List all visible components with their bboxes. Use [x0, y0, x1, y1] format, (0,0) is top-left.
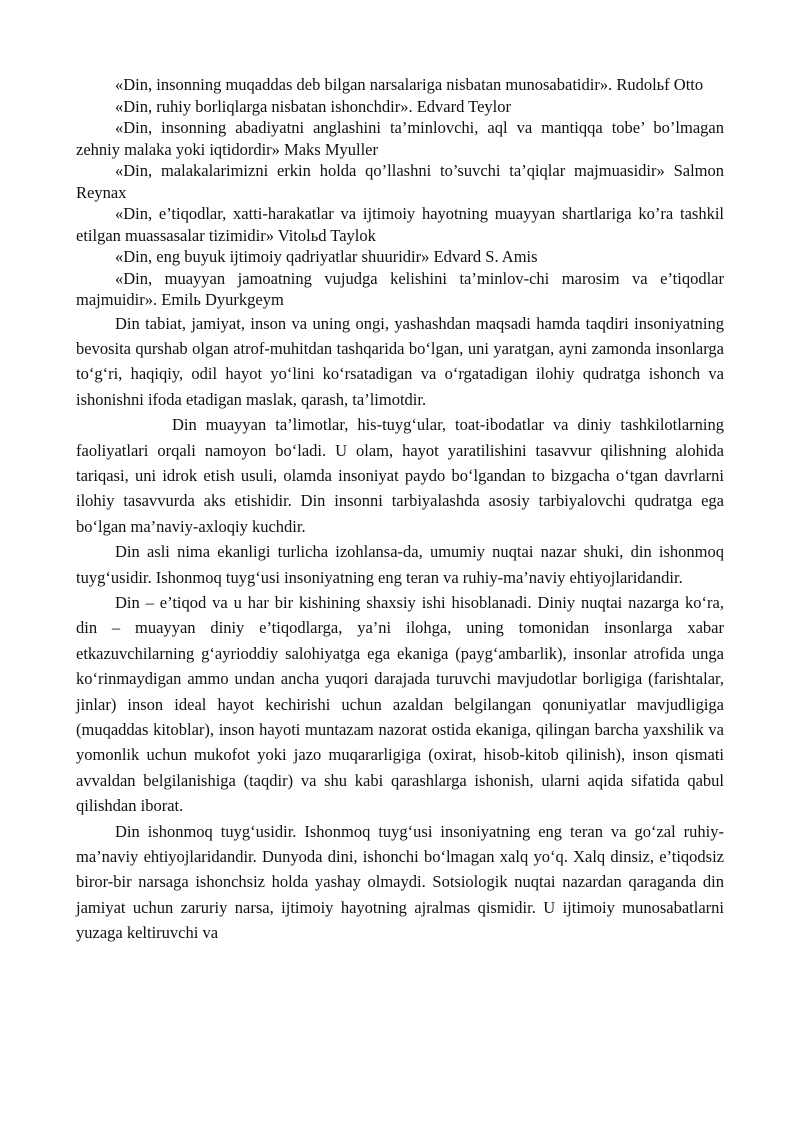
quote-myuller: «Din, insonning abadiyatni anglashini ta’minlovchi, aql va mantiqqa tobe’ bo’lmagan zehniy malaka yoki iqtidordir» Maks Myuller — [76, 118, 724, 159]
paragraph-manifestation: Din muayyan ta’limotlar, his-tuyg‘ular, toat-ibodatlar va diniy tashkilotlarning faoliyatlari orqali namoyon bo‘ladi. U olam, hayot yaratilishini tasavvur qilishning alohida tariqasi, uni idrok etish usuli, olamda insoniyat paydo bo‘lgandan to bizgacha o‘tgan davrlarni ilohiy tasavvurda aks etishidir. Din insonni tarbiyalashda asosiy tarbiyalovchi qudratga ega bo‘lgan ma’naviy-axloqiy kuchdir. — [76, 415, 724, 536]
quote-teylor: «Din, ruhiy borliqlarga nisbatan ishonchdir». Edvard Teylor — [115, 96, 511, 116]
document-page — [76, 74, 724, 946]
quote-dyurkgeym: «Din, muayyan jamoatning vujudga kelishini ta’minlov-chi marosim va e’tiqodlar majmuidir». Emilь Dyurkgeym — [76, 268, 724, 309]
quote-taylok: «Din, e’tiqodlar, xatti-harakatlar va ijtimoiy hayotning muayyan shartlariga ko’ra tashkil etilgan muassasalar tizimidir» Vitolьd Taylok — [76, 204, 724, 245]
quote-reynax: «Din, malakalarimizni erkin holda qo’llashni to’suvchi ta’qiqlar majmuasidir» Salmon Reynax — [76, 161, 724, 202]
paragraph-definition: Din tabiat, jamiyat, inson va uning ongi, yashashdan maqsadi hamda taqdiri insoniyatning bevosita qurshab olgan atrof-muhitdan tashqarida bo‘lgan, uni yaratgan, ayni zamonda insonlarga to‘g‘ri, haqiqiy, odil hayot yo‘lini ko‘rsatadigan va o‘rgatadigan ilohiy qudratga ishonch va ishonishni ifoda etadigan maslak, qarash, ta’limotdir. — [76, 313, 724, 409]
quote-amis: «Din, eng buyuk ijtimoiy qadriyatlar shuuridir» Edvard S. Amis — [115, 247, 538, 266]
paragraph-belief: Din – e’tiqod va u har bir kishining shaxsiy ishi hisoblanadi. Diniy nuqtai nazarga ko‘ra, din – muayyan diniy e’tiqodlarga, ya’ni ilohga, uning tomonidan insonlarga xabar etkazuvchilarning g‘ayrioddiy salohiyatga ega ekaniga (payg‘ambarlik), insonlar atrofida unga ko‘rinmaydigan ammo undan ancha yuqori darajada turuvchi mavjudotlar borligiga (farishtalar, jinlar) inson ideal hayot kechirishi uchun azaldan belgilangan qonuniyatlar mavjudligiga (muqaddas kitoblar), inson hayoti muntazam nazorat ostida ekaniga, qilingan barcha yaxshilik va yomonlik uchun mukofot yoki jazo muqararligiga (oxirat, hisob-kitob qilinish), inson qismati avvaldan belgilanishiga (taqdir) va shu kabi qarashlarga ishonish, ularni aqida sifatida qabul qilishdan iborat. — [76, 592, 724, 816]
paragraph-sociology: Din ishonmoq tuyg‘usidir. Ishonmoq tuyg‘usi insoniyatning eng teran va go‘zal ruhiy-ma’naviy ehtiyojlaridandir. Dunyoda dini, ishonchi bo‘lmagan xalq yo‘q. Xalq dinsiz, e’tiqodsiz biror-bir narsaga ishonchsiz holda yashay olmaydi. Sotsiologik nuqtai nazardan qaraganda din jamiyat uchun zaruriy narsa, ijtimoiy hayotning ajralmas qismidir. U ijtimoiy munosabatlarni yuzaga keltiruvchi va — [76, 821, 724, 943]
paragraph-essence: Din asli nima ekanligi turlicha izohlansa-da, umumiy nuqtai nazar shuki, din ishonmoq tuyg‘usidir. Ishonmoq tuyg‘usi insoniyatning eng teran va ruhiy-ma’naviy ehtiyojlaridandir. — [76, 542, 724, 587]
quote-otto: «Din, insonning muqaddas deb bilgan narsalariga nisbatan munosabatidir». Rudolьf Otto — [115, 75, 704, 94]
